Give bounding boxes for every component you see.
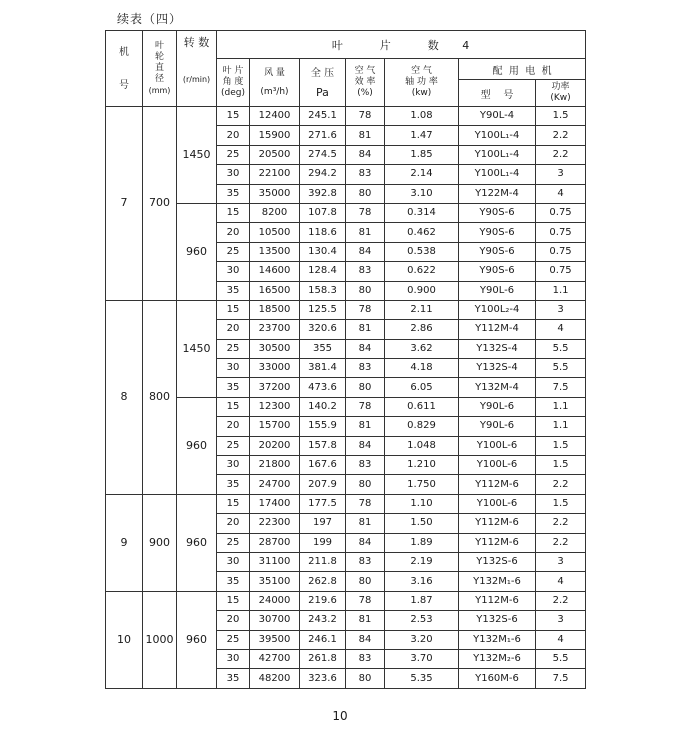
table-row — [106, 300, 586, 319]
air-volume-cell: 12300 — [250, 397, 300, 416]
shaft-power-cell: 0.829 — [385, 417, 459, 436]
total-pressure-cell: 262.8 — [300, 572, 346, 591]
efficiency-cell: 83 — [346, 262, 385, 281]
blade-angle-cell: 30 — [217, 649, 250, 668]
shaft-power-cell: 1.85 — [385, 145, 459, 164]
blade-angle-cell: 25 — [217, 145, 250, 164]
impeller-diameter-cell: 800 — [143, 300, 177, 494]
blade-angle-cell: 25 — [217, 533, 250, 552]
shaft-power-cell: 3.20 — [385, 630, 459, 649]
shaft-power-cell: 0.462 — [385, 223, 459, 242]
total-pressure-cell: 158.3 — [300, 281, 346, 300]
speed-cell: 960 — [177, 397, 217, 494]
motor-power-cell: 4 — [536, 630, 586, 649]
motor-power-cell: 0.75 — [536, 203, 586, 222]
blade-angle-cell: 15 — [217, 300, 250, 319]
motor-model-cell: Y90L-6 — [459, 397, 536, 416]
air-volume-cell: 14600 — [250, 262, 300, 281]
motor-power-cell: 1.5 — [536, 436, 586, 455]
table-row — [106, 591, 586, 610]
air-volume-cell: 30500 — [250, 339, 300, 358]
blade-angle-cell: 20 — [217, 514, 250, 533]
total-pressure-cell: 274.5 — [300, 145, 346, 164]
air-volume-cell: 37200 — [250, 378, 300, 397]
blade-angle-cell: 25 — [217, 436, 250, 455]
total-pressure-cell: 207.9 — [300, 475, 346, 494]
motor-power-cell: 3 — [536, 300, 586, 319]
shaft-power-cell: 2.19 — [385, 552, 459, 571]
motor-power-cell: 2.2 — [536, 126, 586, 145]
motor-power-cell: 0.75 — [536, 223, 586, 242]
motor-power-cell: 3 — [536, 611, 586, 630]
shaft-power-cell: 0.900 — [385, 281, 459, 300]
air-volume-cell: 16500 — [250, 281, 300, 300]
efficiency-cell: 84 — [346, 533, 385, 552]
motor-model-cell: Y100L-6 — [459, 494, 536, 513]
total-pressure-cell: 107.8 — [300, 203, 346, 222]
motor-power-cell: 7.5 — [536, 669, 586, 688]
motor-model-cell: Y132S-4 — [459, 359, 536, 378]
efficiency-cell: 81 — [346, 417, 385, 436]
total-pressure-cell: 392.8 — [300, 184, 346, 203]
blade-angle-cell: 20 — [217, 417, 250, 436]
motor-model-cell: Y132M₂-6 — [459, 649, 536, 668]
shaft-power-cell: 1.210 — [385, 456, 459, 475]
blade-angle-cell: 35 — [217, 281, 250, 300]
efficiency-cell: 83 — [346, 649, 385, 668]
motor-model-cell: Y112M-6 — [459, 514, 536, 533]
motor-model-cell: Y122M-4 — [459, 184, 536, 203]
motor-model-cell: Y112M-6 — [459, 591, 536, 610]
motor-power-cell: 0.75 — [536, 242, 586, 261]
impeller-diameter-cell: 1000 — [143, 591, 177, 688]
total-pressure-cell: 128.4 — [300, 262, 346, 281]
motor-model-cell: Y112M-6 — [459, 475, 536, 494]
efficiency-cell: 78 — [346, 300, 385, 319]
header-motor-model: 型 号 — [459, 80, 536, 107]
motor-power-cell: 1.1 — [536, 281, 586, 300]
shaft-power-cell: 1.048 — [385, 436, 459, 455]
total-pressure-cell: 245.1 — [300, 107, 346, 126]
blade-angle-cell: 30 — [217, 456, 250, 475]
total-pressure-cell: 118.6 — [300, 223, 346, 242]
shaft-power-cell: 3.70 — [385, 649, 459, 668]
header-motor: 配 用 电 机 — [459, 59, 586, 80]
motor-power-cell: 7.5 — [536, 378, 586, 397]
motor-model-cell: Y90S-6 — [459, 203, 536, 222]
total-pressure-cell: 211.8 — [300, 552, 346, 571]
shaft-power-cell: 2.86 — [385, 320, 459, 339]
blade-angle-cell: 15 — [217, 591, 250, 610]
shaft-power-cell: 1.47 — [385, 126, 459, 145]
total-pressure-cell: 125.5 — [300, 300, 346, 319]
shaft-power-cell: 2.53 — [385, 611, 459, 630]
motor-power-cell: 1.5 — [536, 107, 586, 126]
impeller-diameter-cell: 700 — [143, 107, 177, 301]
shaft-power-cell: 3.10 — [385, 184, 459, 203]
efficiency-cell: 81 — [346, 611, 385, 630]
blade-angle-cell: 30 — [217, 165, 250, 184]
motor-model-cell: Y132M-4 — [459, 378, 536, 397]
total-pressure-cell: 246.1 — [300, 630, 346, 649]
efficiency-cell: 84 — [346, 630, 385, 649]
air-volume-cell: 35100 — [250, 572, 300, 591]
air-volume-cell: 31100 — [250, 552, 300, 571]
total-pressure-cell: 157.8 — [300, 436, 346, 455]
air-volume-cell: 24700 — [250, 475, 300, 494]
total-pressure-cell: 473.6 — [300, 378, 346, 397]
total-pressure-cell: 130.4 — [300, 242, 346, 261]
efficiency-cell: 81 — [346, 126, 385, 145]
shaft-power-cell: 0.314 — [385, 203, 459, 222]
blade-angle-cell: 30 — [217, 359, 250, 378]
motor-model-cell: Y90L-4 — [459, 107, 536, 126]
efficiency-cell: 78 — [346, 494, 385, 513]
impeller-diameter-cell: 900 — [143, 494, 177, 591]
blade-angle-cell: 15 — [217, 203, 250, 222]
motor-power-cell: 2.2 — [536, 145, 586, 164]
motor-power-cell: 3 — [536, 165, 586, 184]
header-speed: 转 数 (r/min) — [177, 31, 217, 107]
blade-angle-cell: 30 — [217, 262, 250, 281]
efficiency-cell: 80 — [346, 378, 385, 397]
air-volume-cell: 13500 — [250, 242, 300, 261]
blade-angle-cell: 20 — [217, 611, 250, 630]
table-body — [106, 107, 586, 689]
header-blade-angle: 叶 片 角 度 (deg) — [217, 59, 250, 107]
header-shaft-power: 空 气 轴 功 率 (kw) — [385, 59, 459, 107]
motor-model-cell: Y112M-6 — [459, 533, 536, 552]
motor-model-cell: Y100L-6 — [459, 456, 536, 475]
efficiency-cell: 83 — [346, 165, 385, 184]
motor-model-cell: Y132S-6 — [459, 552, 536, 571]
speed-cell: 1450 — [177, 300, 217, 397]
shaft-power-cell: 1.10 — [385, 494, 459, 513]
efficiency-cell: 80 — [346, 572, 385, 591]
efficiency-cell: 84 — [346, 436, 385, 455]
air-volume-cell: 17400 — [250, 494, 300, 513]
efficiency-cell: 83 — [346, 552, 385, 571]
total-pressure-cell: 199 — [300, 533, 346, 552]
motor-model-cell: Y90S-6 — [459, 262, 536, 281]
efficiency-cell: 81 — [346, 223, 385, 242]
speed-cell: 960 — [177, 591, 217, 688]
shaft-power-cell: 0.622 — [385, 262, 459, 281]
motor-model-cell: Y160M-6 — [459, 669, 536, 688]
motor-model-cell: Y90L-6 — [459, 417, 536, 436]
header-air-volume: 风 量 (m³/h) — [250, 59, 300, 107]
page-number: 10 — [332, 709, 348, 723]
air-volume-cell: 8200 — [250, 203, 300, 222]
motor-power-cell: 2.2 — [536, 475, 586, 494]
motor-model-cell: Y100L₁-4 — [459, 145, 536, 164]
header-blade-count: 叶 片 数 4 — [217, 31, 586, 59]
motor-power-cell: 3 — [536, 552, 586, 571]
speed-cell: 960 — [177, 494, 217, 591]
efficiency-cell: 78 — [346, 203, 385, 222]
blade-angle-cell: 25 — [217, 630, 250, 649]
motor-power-cell: 1.5 — [536, 456, 586, 475]
total-pressure-cell: 177.5 — [300, 494, 346, 513]
total-pressure-cell: 381.4 — [300, 359, 346, 378]
motor-power-cell: 4 — [536, 572, 586, 591]
motor-power-cell: 4 — [536, 320, 586, 339]
shaft-power-cell: 0.538 — [385, 242, 459, 261]
motor-power-cell: 5.5 — [536, 359, 586, 378]
motor-power-cell: 0.75 — [536, 262, 586, 281]
efficiency-cell: 78 — [346, 107, 385, 126]
blade-angle-cell: 15 — [217, 107, 250, 126]
motor-model-cell: Y100L-6 — [459, 436, 536, 455]
motor-power-cell: 4 — [536, 184, 586, 203]
air-volume-cell: 21800 — [250, 456, 300, 475]
air-volume-cell: 42700 — [250, 649, 300, 668]
shaft-power-cell: 3.16 — [385, 572, 459, 591]
blade-angle-cell: 30 — [217, 552, 250, 571]
total-pressure-cell: 140.2 — [300, 397, 346, 416]
total-pressure-cell: 167.6 — [300, 456, 346, 475]
air-volume-cell: 15900 — [250, 126, 300, 145]
efficiency-cell: 81 — [346, 320, 385, 339]
total-pressure-cell: 355 — [300, 339, 346, 358]
motor-model-cell: Y100L₂-4 — [459, 300, 536, 319]
blade-angle-cell: 15 — [217, 397, 250, 416]
air-volume-cell: 39500 — [250, 630, 300, 649]
total-pressure-cell: 261.8 — [300, 649, 346, 668]
machine-no-cell: 9 — [106, 494, 143, 591]
motor-power-cell: 2.2 — [536, 591, 586, 610]
shaft-power-cell: 2.14 — [385, 165, 459, 184]
total-pressure-cell: 219.6 — [300, 591, 346, 610]
header-total-pressure: 全 压 Pa — [300, 59, 346, 107]
blade-angle-cell: 20 — [217, 223, 250, 242]
machine-no-cell: 10 — [106, 591, 143, 688]
total-pressure-cell: 294.2 — [300, 165, 346, 184]
shaft-power-cell: 0.611 — [385, 397, 459, 416]
air-volume-cell: 24000 — [250, 591, 300, 610]
blade-angle-cell: 20 — [217, 126, 250, 145]
motor-power-cell: 1.5 — [536, 494, 586, 513]
total-pressure-cell: 323.6 — [300, 669, 346, 688]
air-volume-cell: 22100 — [250, 165, 300, 184]
blade-angle-cell: 15 — [217, 494, 250, 513]
air-volume-cell: 15700 — [250, 417, 300, 436]
blade-angle-cell: 25 — [217, 242, 250, 261]
motor-power-cell: 2.2 — [536, 514, 586, 533]
motor-power-cell: 5.5 — [536, 649, 586, 668]
total-pressure-cell: 271.6 — [300, 126, 346, 145]
air-volume-cell: 18500 — [250, 300, 300, 319]
efficiency-cell: 84 — [346, 145, 385, 164]
shaft-power-cell: 1.08 — [385, 107, 459, 126]
motor-power-cell: 2.2 — [536, 533, 586, 552]
air-volume-cell: 23700 — [250, 320, 300, 339]
blade-angle-cell: 35 — [217, 475, 250, 494]
efficiency-cell: 81 — [346, 514, 385, 533]
shaft-power-cell: 2.11 — [385, 300, 459, 319]
blade-angle-cell: 35 — [217, 669, 250, 688]
blade-angle-cell: 35 — [217, 572, 250, 591]
shaft-power-cell: 1.750 — [385, 475, 459, 494]
efficiency-cell: 80 — [346, 669, 385, 688]
air-volume-cell: 33000 — [250, 359, 300, 378]
efficiency-cell: 80 — [346, 475, 385, 494]
shaft-power-cell: 1.50 — [385, 514, 459, 533]
motor-model-cell: Y132S-6 — [459, 611, 536, 630]
motor-model-cell: Y132S-4 — [459, 339, 536, 358]
header-motor-power: 功率 (Kw) — [536, 80, 586, 107]
efficiency-cell: 83 — [346, 359, 385, 378]
header-impeller-diameter: 叶 轮 直 径 (mm) — [143, 31, 177, 107]
motor-model-cell: Y90S-6 — [459, 223, 536, 242]
efficiency-cell: 80 — [346, 184, 385, 203]
motor-power-cell: 1.1 — [536, 397, 586, 416]
shaft-power-cell: 5.35 — [385, 669, 459, 688]
blade-angle-cell: 20 — [217, 320, 250, 339]
motor-model-cell: Y90L-6 — [459, 281, 536, 300]
machine-no-cell: 7 — [106, 107, 143, 301]
header-machine-no: 机 号 — [106, 31, 143, 107]
air-volume-cell: 48200 — [250, 669, 300, 688]
speed-cell: 1450 — [177, 107, 217, 204]
motor-model-cell: Y132M₁-6 — [459, 572, 536, 591]
motor-power-cell: 1.1 — [536, 417, 586, 436]
blade-angle-cell: 25 — [217, 339, 250, 358]
fan-spec-table — [105, 30, 586, 689]
efficiency-cell: 84 — [346, 339, 385, 358]
air-volume-cell: 20500 — [250, 145, 300, 164]
air-volume-cell: 10500 — [250, 223, 300, 242]
blade-angle-cell: 35 — [217, 378, 250, 397]
efficiency-cell: 84 — [346, 242, 385, 261]
efficiency-cell: 78 — [346, 397, 385, 416]
motor-model-cell: Y100L₁-4 — [459, 126, 536, 145]
blade-angle-cell: 35 — [217, 184, 250, 203]
total-pressure-cell: 197 — [300, 514, 346, 533]
motor-model-cell: Y112M-4 — [459, 320, 536, 339]
table-row — [106, 107, 586, 126]
air-volume-cell: 20200 — [250, 436, 300, 455]
air-volume-cell: 12400 — [250, 107, 300, 126]
motor-model-cell: Y90S-6 — [459, 242, 536, 261]
air-volume-cell: 22300 — [250, 514, 300, 533]
table-row — [106, 397, 586, 416]
table-row — [106, 203, 586, 222]
total-pressure-cell: 320.6 — [300, 320, 346, 339]
air-volume-cell: 28700 — [250, 533, 300, 552]
table-row — [106, 494, 586, 513]
motor-model-cell: Y100L₁-4 — [459, 165, 536, 184]
motor-power-cell: 5.5 — [536, 339, 586, 358]
total-pressure-cell: 155.9 — [300, 417, 346, 436]
shaft-power-cell: 1.89 — [385, 533, 459, 552]
air-volume-cell: 35000 — [250, 184, 300, 203]
header-efficiency: 空 气 效 率 (%) — [346, 59, 385, 107]
shaft-power-cell: 4.18 — [385, 359, 459, 378]
shaft-power-cell: 1.87 — [385, 591, 459, 610]
machine-no-cell: 8 — [106, 300, 143, 494]
shaft-power-cell: 6.05 — [385, 378, 459, 397]
efficiency-cell: 80 — [346, 281, 385, 300]
motor-model-cell: Y132M₁-6 — [459, 630, 536, 649]
air-volume-cell: 30700 — [250, 611, 300, 630]
efficiency-cell: 78 — [346, 591, 385, 610]
efficiency-cell: 83 — [346, 456, 385, 475]
total-pressure-cell: 243.2 — [300, 611, 346, 630]
shaft-power-cell: 3.62 — [385, 339, 459, 358]
table-caption: 续表（四） — [117, 12, 183, 26]
speed-cell: 960 — [177, 203, 217, 300]
